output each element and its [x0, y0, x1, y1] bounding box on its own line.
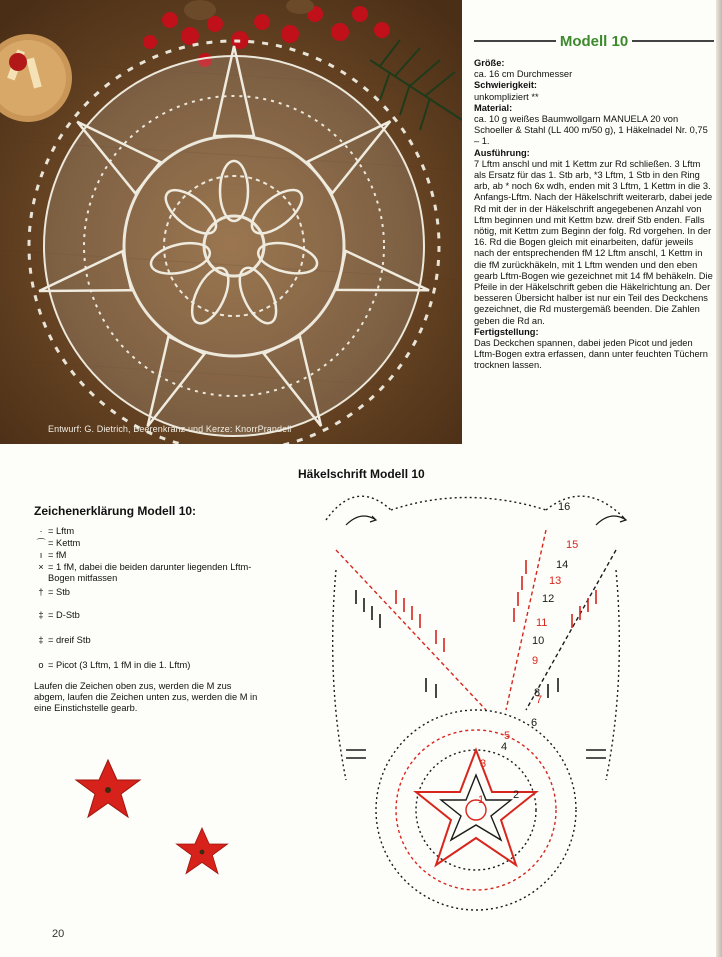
page-number: 20 — [52, 928, 65, 940]
round-number: 4 — [501, 741, 508, 753]
round-number: 11 — [536, 617, 548, 629]
size-label: Größe: — [474, 58, 505, 68]
direction-arrow-icon — [346, 516, 626, 525]
page-edge — [716, 0, 722, 957]
round-number: 5 — [504, 730, 511, 742]
instructions-panel — [474, 30, 714, 372]
round-number: 12 — [542, 593, 555, 605]
round-number: 2 — [513, 789, 520, 801]
legend-label: = Picot (3 Lftm, 1 fM in die 1. Lftm) — [48, 660, 191, 670]
legend-item — [34, 635, 264, 646]
round-number: 8 — [534, 687, 541, 699]
heading-rule-left — [474, 40, 556, 42]
finishing-value: Das Deckchen spannen, dabei jeden Picot und jeden Lftm-Bogen extra erfassen, dann unter feuchten Tüchern trocknen lassen. — [474, 338, 708, 371]
round-number: 7 — [536, 694, 543, 706]
treble-crochet-icon: ‡ — [38, 610, 44, 620]
round-number: 1 — [478, 794, 485, 806]
legend-item — [34, 550, 264, 561]
difficulty-value: unkompliziert ** — [474, 91, 539, 102]
legend — [34, 504, 264, 715]
legend-note: Laufen die Zeichen oben zus, werden die M zus abgem, laufen die Zeichen unten zus, werden die M in eine Einstichstelle gearb. — [34, 681, 258, 714]
legend-label: = Lftm — [48, 526, 75, 536]
round-number: 13 — [549, 575, 562, 587]
finishing-label: Fertigstellung: — [474, 326, 539, 337]
legend-item — [34, 538, 264, 549]
double-crochet-icon: † — [38, 587, 44, 597]
legend-label: = Stb — [48, 587, 70, 597]
model-heading — [474, 30, 714, 52]
single-crochet-icon: ı — [39, 550, 43, 560]
round-number: 9 — [532, 655, 539, 667]
heading-rule-right — [632, 40, 714, 42]
legend-item — [34, 562, 264, 584]
doily-illustration — [0, 0, 462, 444]
round-number: 16 — [558, 501, 571, 513]
legend-label: = fM — [48, 550, 67, 560]
execution-value: 7 Lftm anschl und mit 1 Kettm zur Rd schließen. 3 Lftm als Ersatz für das 1. Stb arb, *3 Lftm, 1 Stb in den Ring arb, ab * noch 6x wdh, enden mit 3 Lftm, 1 Kettm in die 3. Anfangs-Lftm. Nach der Häkelschrift weiterarb, dabei jede Rd mit der in der Häkelschrift angegebenen Anzahl von Lftm beginnen und mit Kettm bzw. dreif Stb enden. Falls nötig, mit Kettm zum Beginn der folg. Rd vorgehen. In der 16. Rd die Bogen gleich mit einarbeiten, dafür jeweils nach der entsprechenden fM 12 Lftm anschl, 1 Kettm in die fM zurückhäkeln, mit 1 Lftm wenden und den eben gearb Lftm-Bogen wie gezeichnet mit 14 fM behäkeln. Die Pfeile in der Häkelschrift geben die Häkelrichtung an. Der besseren Übersicht halber ist nur ein Teil des Deckchens gezeichnet, die Rd mustergemäß beenden. Die Zahlen geben die Rd an. — [474, 158, 713, 326]
legend-item — [34, 610, 264, 621]
doily-photo — [0, 0, 462, 444]
round-number: 15 — [566, 539, 579, 551]
model-title: Modell 10 — [559, 32, 629, 50]
star-candles — [60, 752, 260, 892]
legend-label: = D-Stb — [48, 610, 80, 620]
size-value: ca. 16 cm Durchmesser — [474, 69, 573, 80]
chain-stitch-icon: · — [39, 526, 43, 536]
star-candle-icon — [176, 828, 227, 874]
round-number: 6 — [531, 717, 538, 729]
difficulty-label: Schwierigkeit: — [474, 80, 538, 91]
legend-title: Zeichenerklärung Modell 10: — [34, 504, 197, 518]
legend-label: = dreif Stb — [48, 635, 91, 645]
cross-stitch-icon: × — [38, 562, 44, 572]
slip-stitch-icon: ⌒ — [36, 538, 46, 548]
material-value: ca. 10 g weißes Baumwollgarn MANUELA 20 von Schoeller & Stahl (LL 400 m/50 g), 1 Häkelnadel Nr. 0,75 – 1. — [474, 114, 708, 147]
execution-label: Ausführung: — [474, 147, 530, 158]
legend-item — [34, 526, 264, 537]
diagram-title: Häkelschrift Modell 10 — [298, 467, 425, 481]
star-candle-icon — [76, 760, 140, 817]
legend-item — [34, 587, 264, 598]
legend-item — [34, 660, 264, 671]
specifications — [474, 58, 714, 372]
photo-credit: Entwurf: G. Dietrich, Beerenkranz und Kerze: KnorrPrandell — [48, 424, 292, 434]
material-label: Material: — [474, 102, 513, 113]
legend-label: = Kettm — [48, 538, 81, 548]
picot-icon: o — [38, 660, 44, 670]
round-number: 3 — [480, 758, 487, 770]
round-number: 10 — [532, 635, 545, 647]
round-number: 14 — [556, 559, 569, 571]
legend-label: = 1 fM, dabei die beiden darunter liegenden Lftm-Bogen mitfassen — [48, 562, 252, 583]
triple-treble-icon: ‡ — [38, 635, 44, 645]
crochet-chart — [296, 480, 656, 920]
